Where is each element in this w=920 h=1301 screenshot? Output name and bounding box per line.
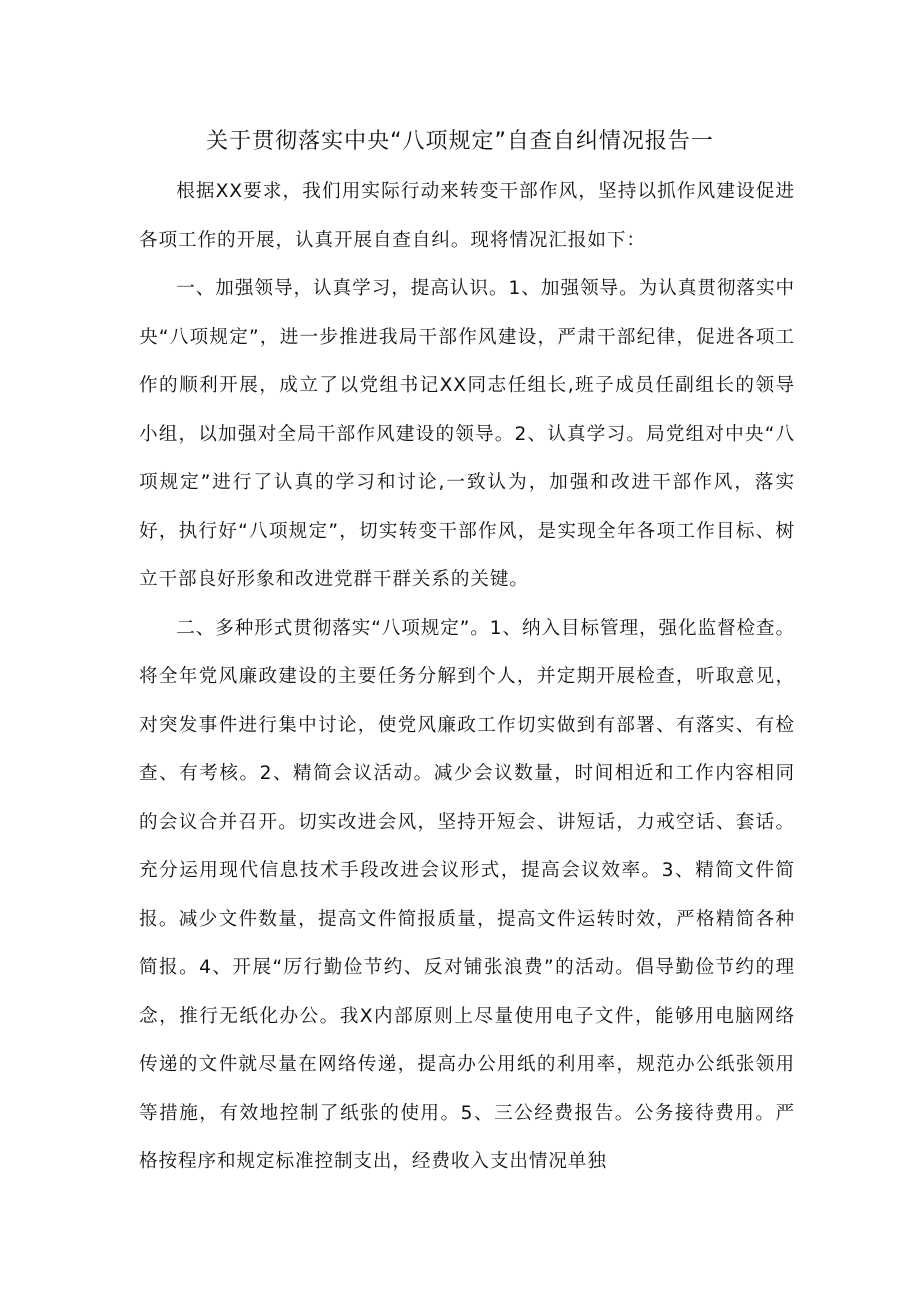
document-body xyxy=(139,168,795,1187)
paragraph-intro: 根据XX要求，我们用实际行动来转变干部作风，坚持以抓作风建设促进各项工作的开展，认真开展自查自纠。现将情况汇报如下： xyxy=(139,181,795,251)
paragraph-section-two: 二、多种形式贯彻落实“八项规定”。1、纳入目标管理，强化监督检查。将全年党风廉政建设的主要任务分解到个人，并定期开展检查，听取意见，对突发事件进行集中讨论，使党风廉政工作切实做到有部署、有落实、有检查、有考核。2、精简会议活动。减少会议数量，时间相近和工作内容相同的会议合并召开。切实改进会风，坚持开短会、讲短话，力戒空话、套话。充分运用现代信息技术手段改进会议形式，提高会议效率。3、精简文件简报。减少文件数量，提高文件简报质量，提高文件运转时效，严格精简各种简报。4、开展“厉行勤俭节约、反对铺张浪费”的活动。倡导勤俭节约的理念，推行无纸化办公。我X内部原则上尽量使用电子文件，能够用电脑网络传递的文件就尽量在网络传递，提高办公用纸的利用率，规范办公纸张领用等措施，有效地控制了纸张的使用。5、三公经费报告。公务接待费用。严格按程序和规定标准控制支出，经费收入支出情况单独 xyxy=(139,617,795,1172)
paragraph-section-one: 一、加强领导，认真学习，提高认识。1、加强领导。为认真贯彻落实中央“八项规定”，进一步推进我局干部作风建设，严肃干部纪律，促进各项工作的顺利开展，成立了以党组书记XX同志任组长,班子成员任副组长的领导小组，以加强对全局干部作风建设的领导。2、认真学习。局党组对中央“八项规定”进行了认真的学习和讨论,一致认为，加强和改进干部作风，落实好，执行好“八项规定”，切实转变干部作风，是实现全年各项工作目标、树立干部良好形象和改进党群干群关系的关键。 xyxy=(139,278,795,590)
document-title: 关于贯彻落实中央“八项规定”自查自纠情况报告一 xyxy=(206,129,714,154)
